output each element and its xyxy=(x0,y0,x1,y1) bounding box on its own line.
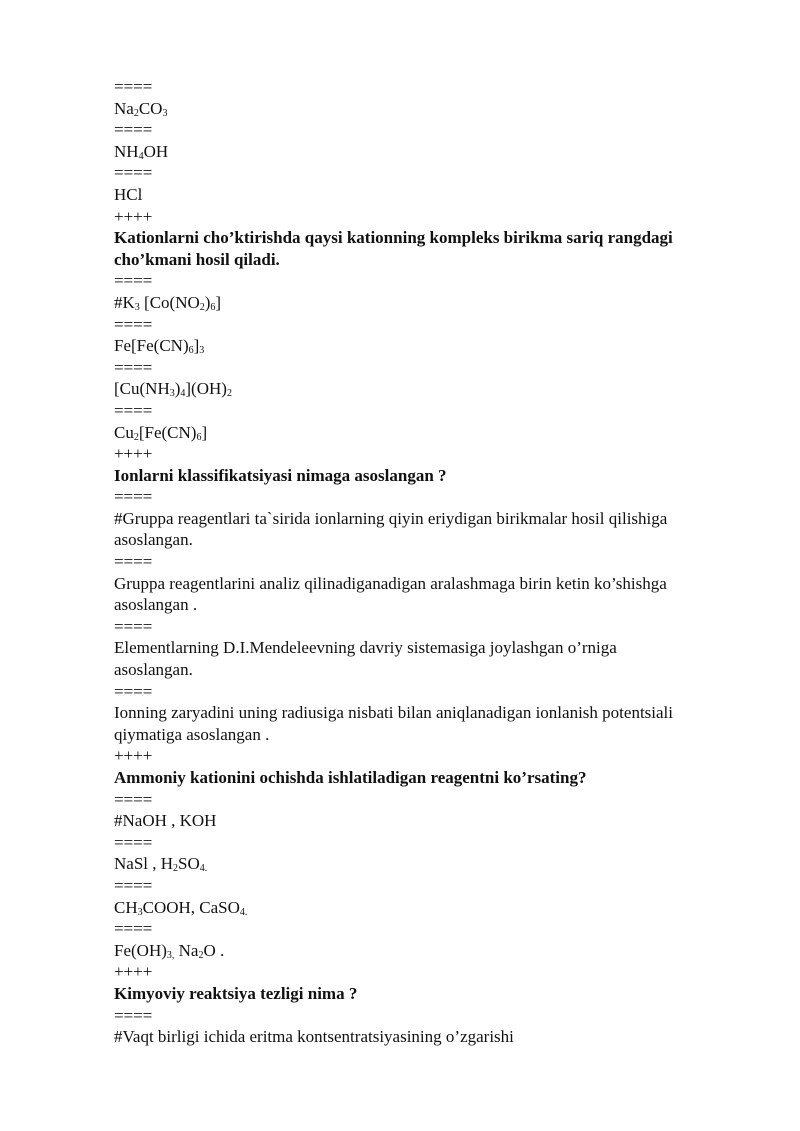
formula-text: #NaOH , KOH xyxy=(114,811,217,831)
option-separator: ==== xyxy=(114,789,153,809)
subscript: 6 xyxy=(188,345,194,357)
option-separator: ==== xyxy=(114,552,153,572)
question-text xyxy=(114,983,754,1005)
subscript: 4 xyxy=(138,150,144,162)
formula-text: Na xyxy=(114,98,134,118)
answer-option xyxy=(114,702,754,745)
answer-option xyxy=(114,292,754,314)
text-line: Ammoniy kationini ochishda ishlatiladigan reagentni ko’rsating? xyxy=(114,768,587,787)
answer-option xyxy=(114,853,754,875)
subscript: 3 xyxy=(134,301,140,313)
formula-text: #K xyxy=(114,292,135,312)
answer-option xyxy=(114,1026,754,1048)
formula-text: Fe(OH) xyxy=(114,940,167,960)
subscript: 3 xyxy=(162,107,168,119)
formula-text: [Co(NO xyxy=(139,292,200,312)
subscript: 2 xyxy=(173,863,179,875)
text-line: #Gruppa reagentlari ta`sirida ionlarning qiyin eriydigan birikmalar hosil qilishiga xyxy=(114,508,668,528)
text-line: Ionlarni klassifikatsiyasi nimaga asoslangan ? xyxy=(114,465,447,485)
option-separator: ==== xyxy=(114,400,153,420)
formula-text: ) xyxy=(204,292,211,312)
option-separator: ==== xyxy=(114,1005,153,1025)
formula-text: NH xyxy=(114,141,139,161)
answer-option xyxy=(114,897,754,919)
answer-option xyxy=(114,378,754,400)
question-separator: ++++ xyxy=(114,746,153,766)
question-text xyxy=(114,465,754,487)
subscript: 4. xyxy=(199,863,208,875)
question-text xyxy=(114,767,754,789)
option-separator: ==== xyxy=(114,487,153,507)
text-line: Elementlarning D.I.Mendeleevning davriy sistemasiga joylashgan o’rniga xyxy=(114,638,617,658)
answer-option xyxy=(114,422,754,444)
formula-text: Fe[Fe(CN) xyxy=(114,336,189,356)
formula-text: ) xyxy=(174,379,181,399)
subscript: 3 xyxy=(169,388,175,400)
text-line: asoslangan. xyxy=(114,660,193,680)
question-separator: ++++ xyxy=(114,962,153,982)
answer-option xyxy=(114,810,754,832)
subscript: 2 xyxy=(198,949,204,961)
option-separator: ==== xyxy=(114,357,153,377)
text-line: Ionning zaryadini uning radiusiga nisbati bilan aniqlanadigan ionlanish potentsiali xyxy=(114,703,673,723)
option-separator: ==== xyxy=(114,163,153,183)
subscript: 3 xyxy=(137,906,143,918)
option-separator: ==== xyxy=(114,314,153,334)
subscript: 2 xyxy=(226,388,232,400)
subscript: 3 xyxy=(199,345,205,357)
document-page xyxy=(114,76,754,1048)
formula-text: CH xyxy=(114,897,138,917)
answer-option xyxy=(114,508,754,551)
subscript: 2 xyxy=(133,107,139,119)
subscript: 6 xyxy=(196,431,202,443)
answer-option xyxy=(114,940,754,962)
subscript: 4. xyxy=(239,906,248,918)
formula-text: ] xyxy=(215,292,222,312)
formula-text: ] xyxy=(201,422,208,442)
answer-option xyxy=(114,637,754,680)
formula-text: O . xyxy=(203,940,225,960)
formula-text: CO xyxy=(138,98,163,118)
text-line: Gruppa reagentlarini analiz qilinadiganadigan aralashmaga birin ketin ko’shishga xyxy=(114,573,667,593)
option-separator: ==== xyxy=(114,875,153,895)
text-line: qiymatiga asoslangan . xyxy=(114,724,270,744)
formula-text: Na xyxy=(174,940,199,960)
text-line: asoslangan . xyxy=(114,595,198,615)
formula-text: ](OH) xyxy=(185,379,227,399)
question-separator: ++++ xyxy=(114,444,153,464)
text-line: Kationlarni cho’ktirishda qaysi kationning kompleks birikma sariq rangdagi xyxy=(114,228,673,248)
option-separator: ==== xyxy=(114,120,153,140)
text-line: Kimyoviy reaktsiya tezligi nima ? xyxy=(114,983,358,1003)
formula-text: [Fe(CN) xyxy=(138,422,197,442)
answer-option xyxy=(114,335,754,357)
subscript: 6 xyxy=(210,301,216,313)
question-separator: ++++ xyxy=(114,206,153,226)
formula-text: SO xyxy=(178,854,200,874)
question-text xyxy=(114,227,754,270)
formula-text: HCl xyxy=(114,184,143,204)
option-separator: ==== xyxy=(114,271,153,291)
subscript: 4 xyxy=(180,388,186,400)
formula-text: NaSl , H xyxy=(114,854,174,874)
answer-option xyxy=(114,98,754,120)
option-separator: ==== xyxy=(114,681,153,701)
text-line: #Vaqt birligi ichida eritma kontsentratsiyasining o’zgarishi xyxy=(114,1027,514,1047)
option-separator: ==== xyxy=(114,77,153,96)
text-line: asoslangan. xyxy=(114,530,193,550)
subscript: 2 xyxy=(133,431,139,443)
answer-option xyxy=(114,184,754,206)
text-line: cho’kmani hosil qiladi. xyxy=(114,249,280,269)
option-separator: ==== xyxy=(114,919,153,939)
subscript: 3, xyxy=(166,949,175,961)
answer-option xyxy=(114,141,754,163)
formula-text: Cu xyxy=(114,422,134,442)
formula-text: [Cu(NH xyxy=(114,379,170,399)
option-separator: ==== xyxy=(114,616,153,636)
subscript: 2 xyxy=(199,301,205,313)
formula-text: COOH, CaSO xyxy=(142,897,240,917)
formula-text: ] xyxy=(193,336,200,356)
option-separator: ==== xyxy=(114,832,153,852)
answer-option xyxy=(114,573,754,616)
formula-text: OH xyxy=(143,141,169,161)
